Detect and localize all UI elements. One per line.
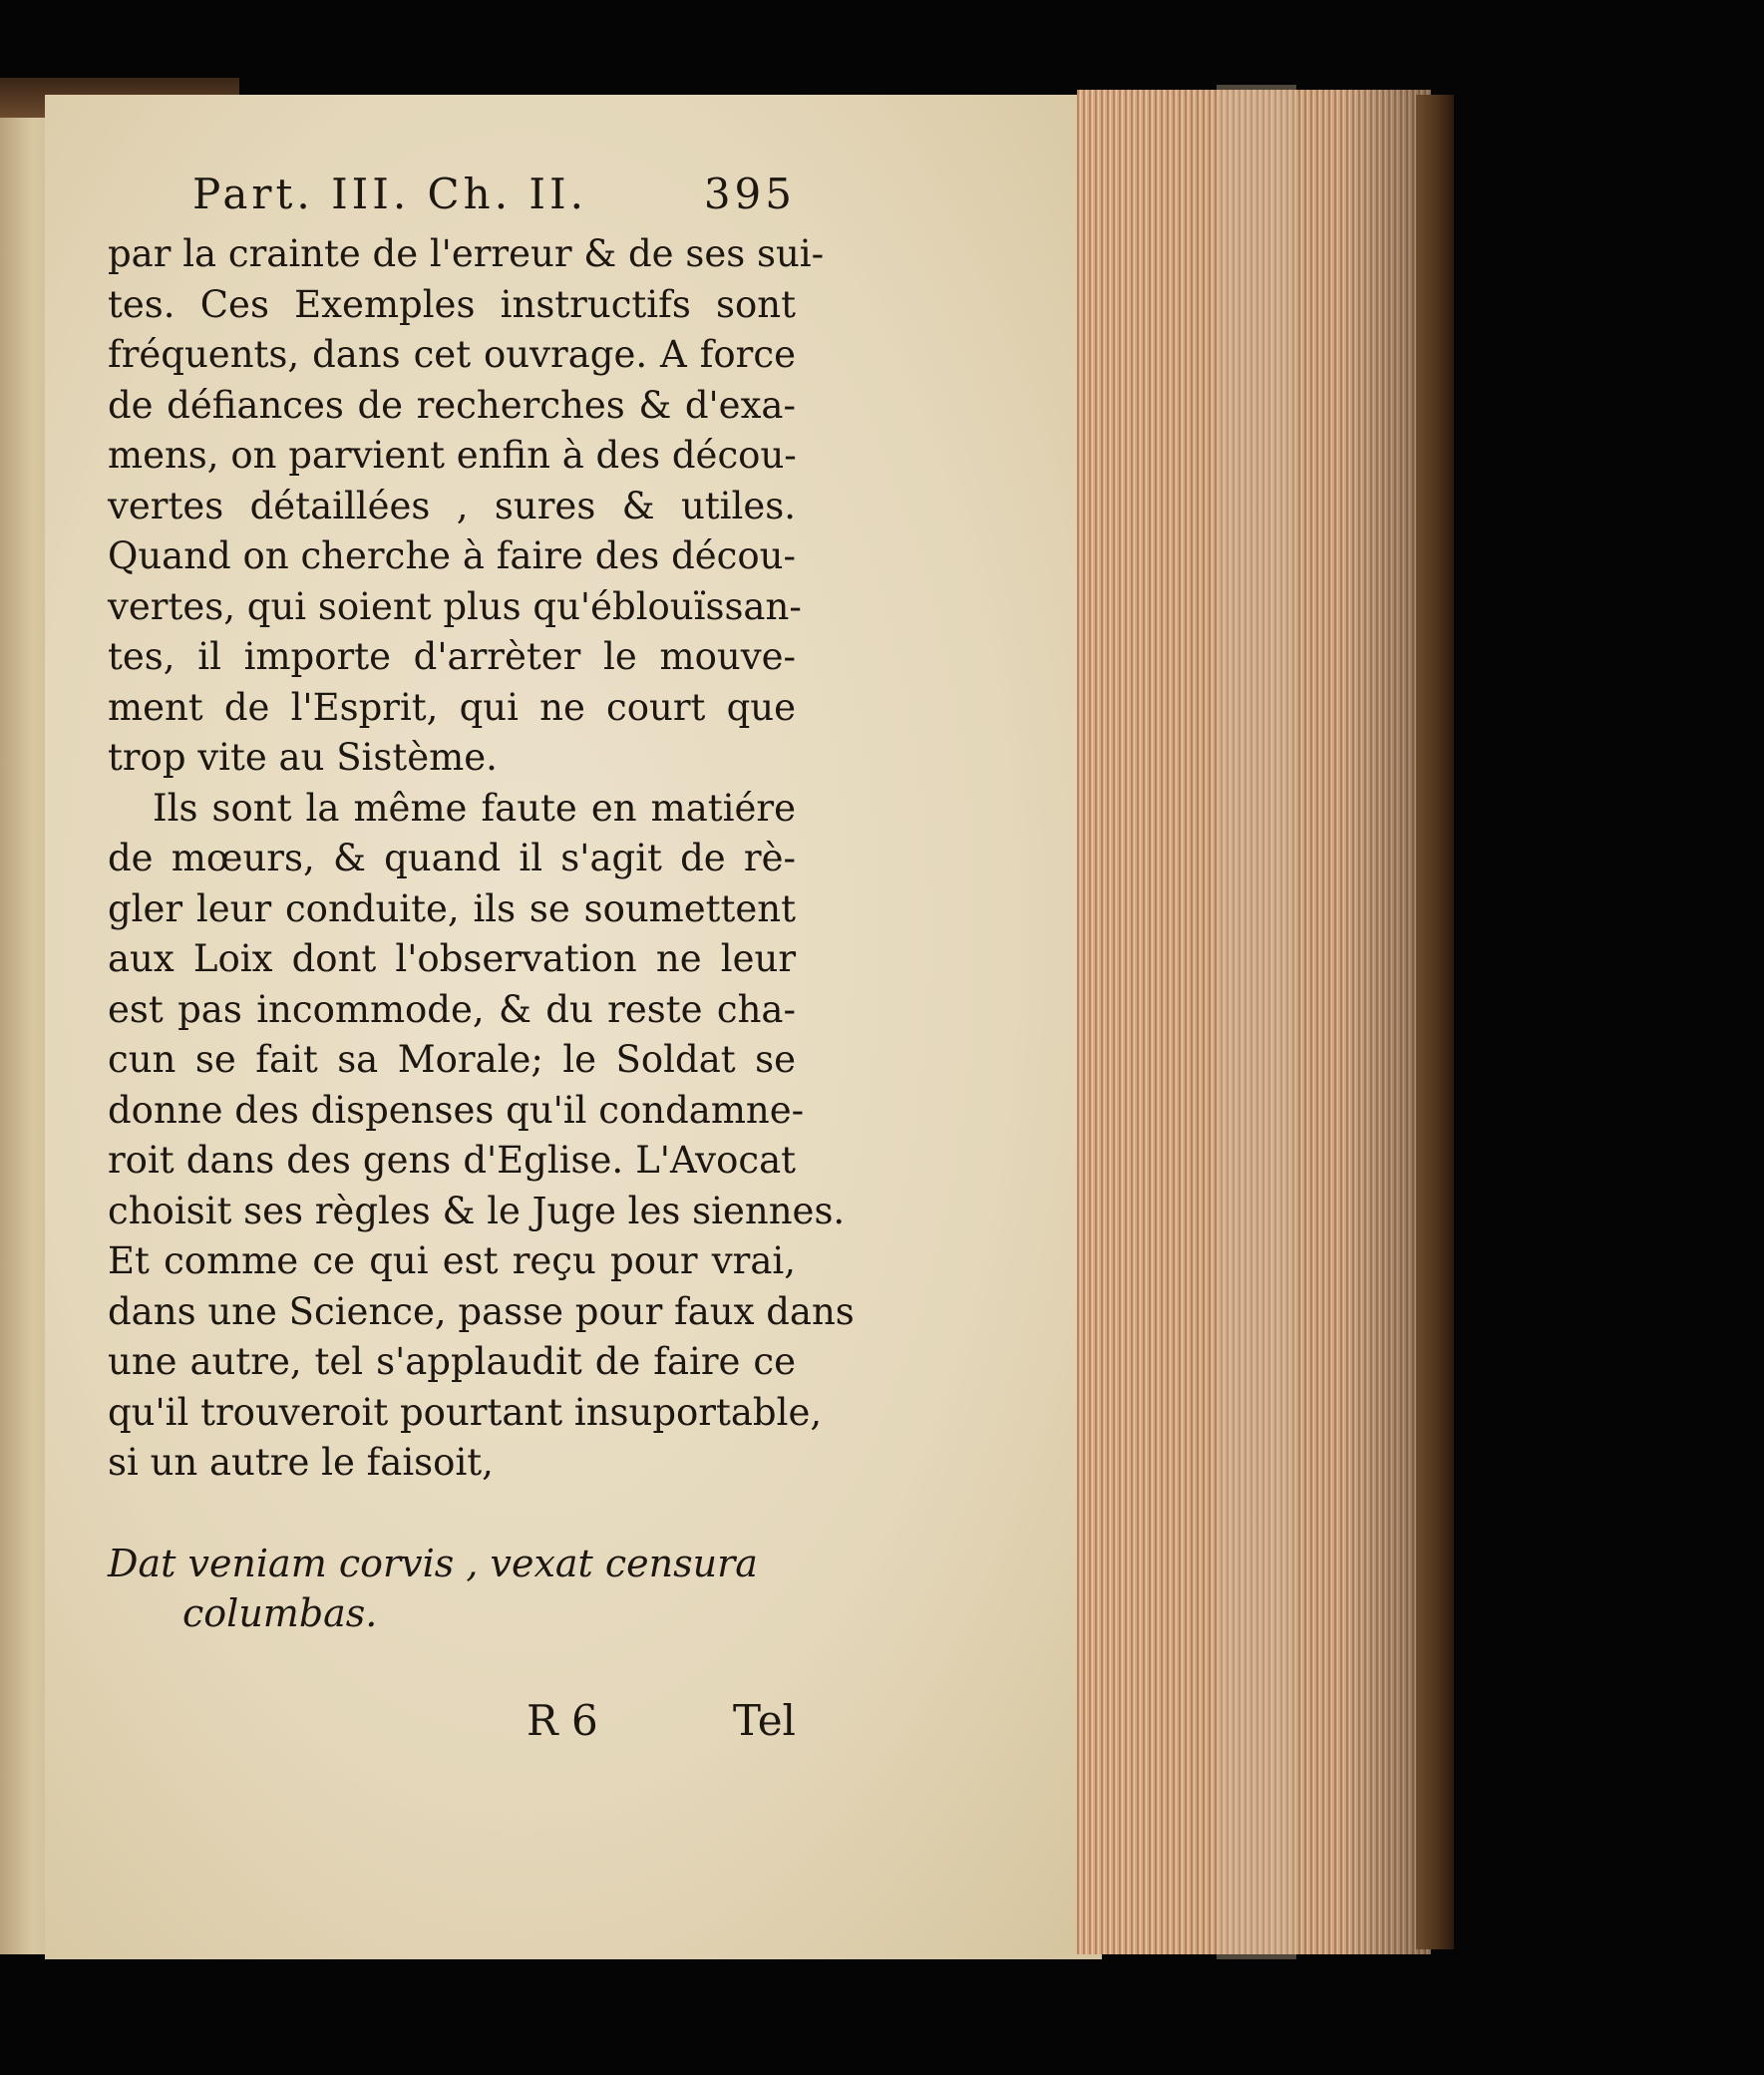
text-line: mens, on parvient enfin à des décou- (108, 434, 797, 477)
page-edges-fore-edge (1077, 85, 1431, 1959)
text-line: cun se fait sa Morale; le Soldat se (108, 1038, 796, 1081)
body-text (108, 229, 855, 1489)
text-line: une autre, tel s'applaudit de faire ce (108, 1340, 796, 1383)
text-line: aux Loix dont l'observation ne leur (108, 937, 796, 980)
text-line: de défiances de recherches & d'exa- (108, 383, 796, 427)
text-block (108, 170, 855, 1756)
text-line: par la crainte de l'erreur & de ses sui- (108, 232, 825, 275)
verse-line: Dat veniam corvis , vexat censura (108, 1541, 758, 1585)
text-line: gler leur conduite, ils se soumettent (108, 886, 796, 930)
running-header (108, 170, 796, 229)
text-line: fréquents, dans cet ouvrage. A force (108, 333, 796, 376)
text-line: dans une Science, passe pour faux dans (108, 1289, 855, 1333)
running-title: Part. III. Ch. II. (192, 170, 587, 218)
text-line: Et comme ce qui est reçu pour vrai, (108, 1239, 796, 1282)
catchword: Tel (732, 1695, 796, 1745)
text-line: donne des dispenses qu'il condamne- (108, 1088, 805, 1132)
book-cover-edge (1416, 95, 1454, 1949)
text-line: trop vite au Sistème. (108, 736, 498, 779)
text-line: Ils sont la même faute en matiére (153, 786, 796, 830)
signature-mark: R 6 (527, 1695, 598, 1745)
text-line: ment de l'Esprit, qui ne court que (108, 685, 796, 729)
page-number: 395 (703, 170, 796, 218)
text-line: qu'il trouveroit pourtant insuportable, (108, 1390, 823, 1434)
latin-verse (108, 1539, 796, 1638)
text-line: est pas incommode, & du reste cha- (108, 987, 796, 1031)
page-footer (108, 1696, 796, 1756)
text-line: Quand on cherche à faire des décou- (108, 534, 796, 577)
text-line: de mœurs, & quand il s'agit de rè- (108, 837, 796, 879)
text-line: si un autre le faisoit, (108, 1441, 494, 1484)
verse-line: columbas. (182, 1590, 378, 1635)
text-line: roit dans des gens d'Eglise. L'Avocat (108, 1139, 796, 1182)
text-line: vertes, qui soient plus qu'éblouïssan- (108, 584, 802, 628)
text-line: vertes détaillées , sures & utiles. (108, 484, 796, 527)
text-line: choisit ses règles & le Juge les siennes. (108, 1189, 846, 1232)
text-line: tes. Ces Exemples instructifs sont (108, 282, 796, 326)
text-line: tes, il importe d'arrèter le mouve- (108, 635, 796, 678)
